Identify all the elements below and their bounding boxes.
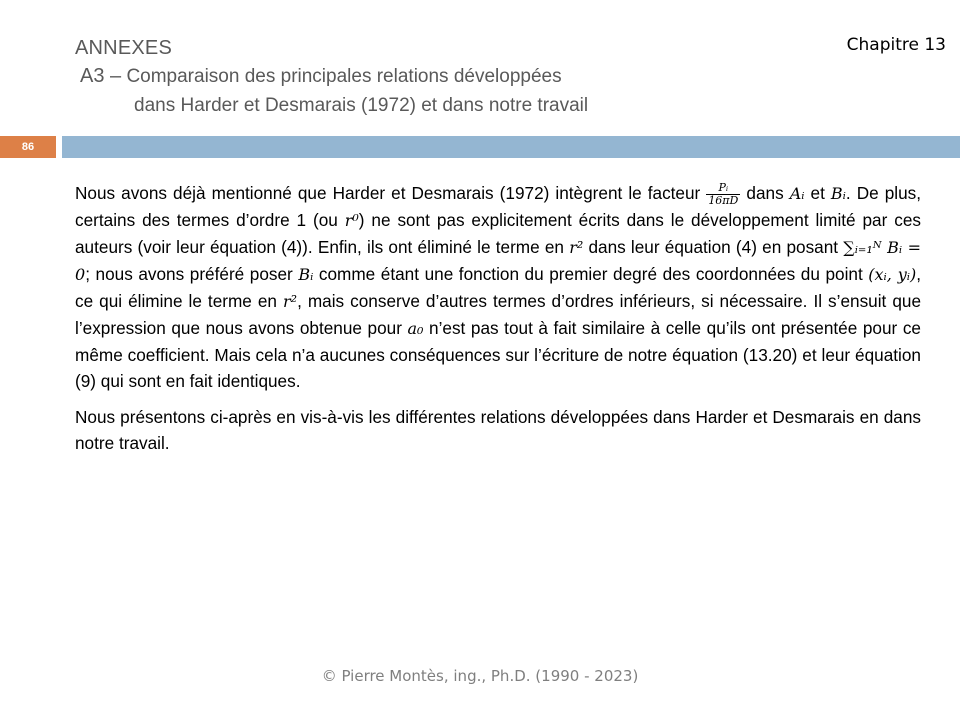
text-run: n’est pas tout à fait similaire à celle qu’ils ont présentée pour ce même coefficient. Mais cela n’a aucunes conséquences sur l’écriture de notre équation (13.20) et leur équation (9) qui sont en fait identiques. [75,318,921,391]
math-xi-yi: (xᵢ, yᵢ) [868,265,917,284]
subsection-title-line1 [80,65,562,88]
subsection-number: A3 – [80,65,122,87]
section-title: ANNEXES [75,37,172,59]
header-divider-bar [62,136,960,158]
text-run: dans [740,183,790,203]
text-run: , mais conserve d’autres termes d’ordres inférieurs, si nécessaire. Il s’ensuit que l’expression que nous avons obtenue pour [75,291,921,338]
text-run: et [804,183,831,203]
footer-copyright: © Pierre Montès, ing., Ph.D. (1990 - 2023) [321,667,639,685]
paragraph-2: Nous présentons ci-après en vis-à-vis les différentes relations développées dans Harder et Desmarais en dans notre travail. [75,407,921,453]
math-r2: r² [283,292,298,311]
math-Bi: Bᵢ [830,184,846,203]
paragraph-1 [75,180,921,394]
text-run: dans leur équation (4) en posant [583,237,844,257]
math-Ai: Aᵢ [789,184,805,203]
subsection-title-line2: dans Harder et Desmarais (1972) et dans notre travail [134,95,589,116]
text-run: De plus, certains des termes d’ordre 1 (ou [75,183,921,230]
text-run: ; nous avons préféré poser [85,264,299,284]
slide-number: 86 [0,136,56,158]
text-run: Nous avons déjà mentionné que Harder et Desmarais (1972) intègrent le facteur [75,183,707,203]
math-sum-Bi: ∑ᵢ₌₁ᴺ Bᵢ = 0 [75,238,921,284]
math-r0: r⁰ [344,211,359,230]
text-run: . [845,183,851,203]
math-Bi: Bᵢ [298,265,314,284]
text-run: comme étant une fonction du premier degré des coordonnées du point [313,264,869,284]
text-run: , ce qui élimine le terme en [75,264,921,311]
fraction-denominator: 16πD [708,193,739,207]
body-text [75,180,921,466]
text-run: ) ne sont pas explicitement écrits dans le développement limité par ces auteurs (voir leur équation (4)). Enfin, ils ont éliminé le terme en [75,210,921,257]
math-r2: r² [569,238,584,257]
math-a0: a₀ [407,319,424,338]
chapter-label: Chapitre 13 [846,35,946,55]
fraction-numerator: Pᵢ [706,182,740,195]
fraction-p-over-16piD [706,182,740,207]
subsection-title-text: Comparaison des principales relations développées [126,66,562,87]
